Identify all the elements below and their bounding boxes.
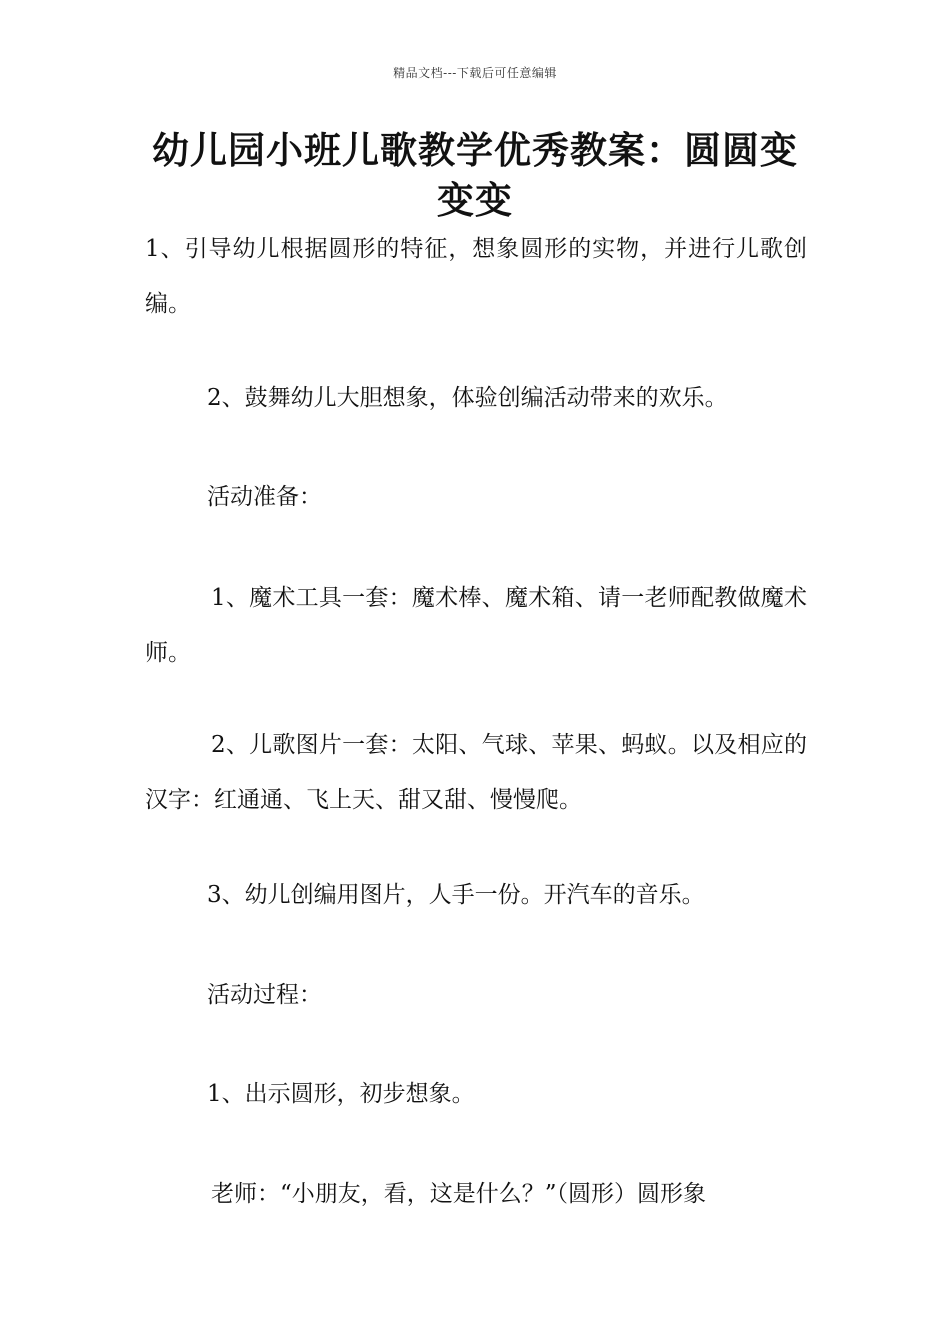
paragraph-process-dialogue: 老师：“小朋友，看，这是什么？”（圆形）圆形象 (211, 1181, 707, 1207)
page-header: 精品文档---下载后可任意编辑 (393, 66, 557, 80)
paragraph-preparation-3: 3、幼儿创编用图片，人手一份。开汽车的音乐。 (207, 882, 705, 908)
paragraph-objective-1: 1、引导幼儿根据圆形的特征，想象圆形的实物，并进行儿歌创编。 (145, 236, 807, 317)
paragraph-process-1: 1、出示圆形，初步想象。 (207, 1081, 475, 1107)
paragraph-objective-2: 2、鼓舞幼儿大胆想象，体验创编活动带来的欢乐。 (207, 385, 728, 411)
section-heading-process: 活动过程： (207, 982, 322, 1008)
paragraph-preparation-1: 1、魔术工具一套：魔术棒、魔术箱、请一老师配教做魔术师。 (145, 585, 807, 666)
section-heading-preparation: 活动准备： (207, 484, 322, 510)
document-title: 幼儿园小班儿歌教学优秀教案：圆圆变变变 (152, 129, 798, 222)
paragraph-preparation-2: 2、儿歌图片一套：太阳、气球、苹果、蚂蚁。以及相应的汉字：红通通、飞上天、甜又甜、慢慢爬。 (145, 732, 807, 813)
